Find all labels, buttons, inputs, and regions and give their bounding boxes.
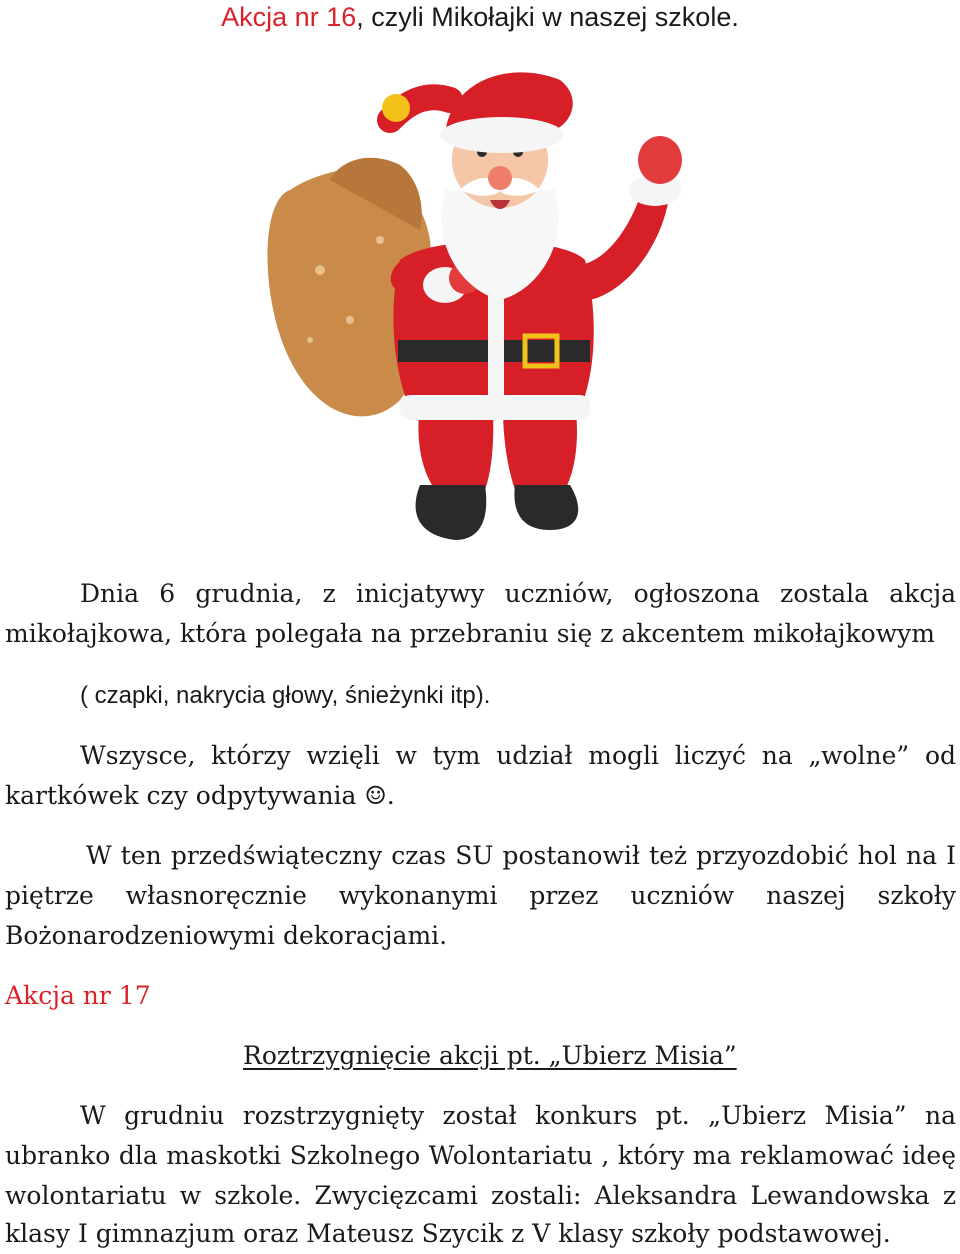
paragraph4-line4: klasy I gimnazjum oraz Mateusz Szycik z V klasy szkoły podstawowej. (5, 1219, 891, 1248)
paragraph2-line2: kartkówek czy odpytywania ☺. (5, 781, 395, 810)
paragraph4-line1: W grudniu rozstrzygnięty został konkurs pt. „Ubierz Misia” na (80, 1101, 956, 1130)
paragraph1-line2: mikołajkowa, która polegała na przebraniu się z akcentem mikołajkowym (5, 619, 935, 648)
title-action-number: Akcja nr 16 (221, 2, 357, 32)
paragraph4-line2: ubranko dla maskotki Szkolnego Wolontariatu , który ma reklamować ideę (5, 1141, 956, 1170)
paragraph3-line3: Bożonarodzeniowymi dekoracjami. (5, 921, 448, 950)
paragraph1-line3: ( czapki, nakrycia głowy, śnieżynki itp). (80, 682, 491, 709)
paragraph4-line3: wolontariatu w szkole. Zwycięzcami zostali: Aleksandra Lewandowska z (5, 1181, 956, 1210)
section2-label: Akcja nr 17 (5, 981, 151, 1010)
santa-claus-illustration (250, 40, 700, 550)
title-rest: , czyli Mikołajki w naszej szkole. (356, 2, 739, 32)
section2-heading: Roztrzygnięcie akcji pt. „Ubierz Misia” (243, 1041, 737, 1070)
paragraph3-line2: piętrze własnoręcznie wykonanymi przez uczniów naszej szkoły (5, 881, 956, 910)
paragraph1-line1: Dnia 6 grudnia, z inicjatywy uczniów, ogłoszona zostala akcja (80, 579, 956, 608)
page-title (0, 0, 960, 34)
paragraph2-line1: Wszysce, którzy wzięli w tym udział mogli liczyć na „wolne” od (80, 741, 956, 770)
paragraph3-line1: W ten przedświąteczny czas SU postanowił też przyozdobić hol na I (86, 841, 956, 870)
